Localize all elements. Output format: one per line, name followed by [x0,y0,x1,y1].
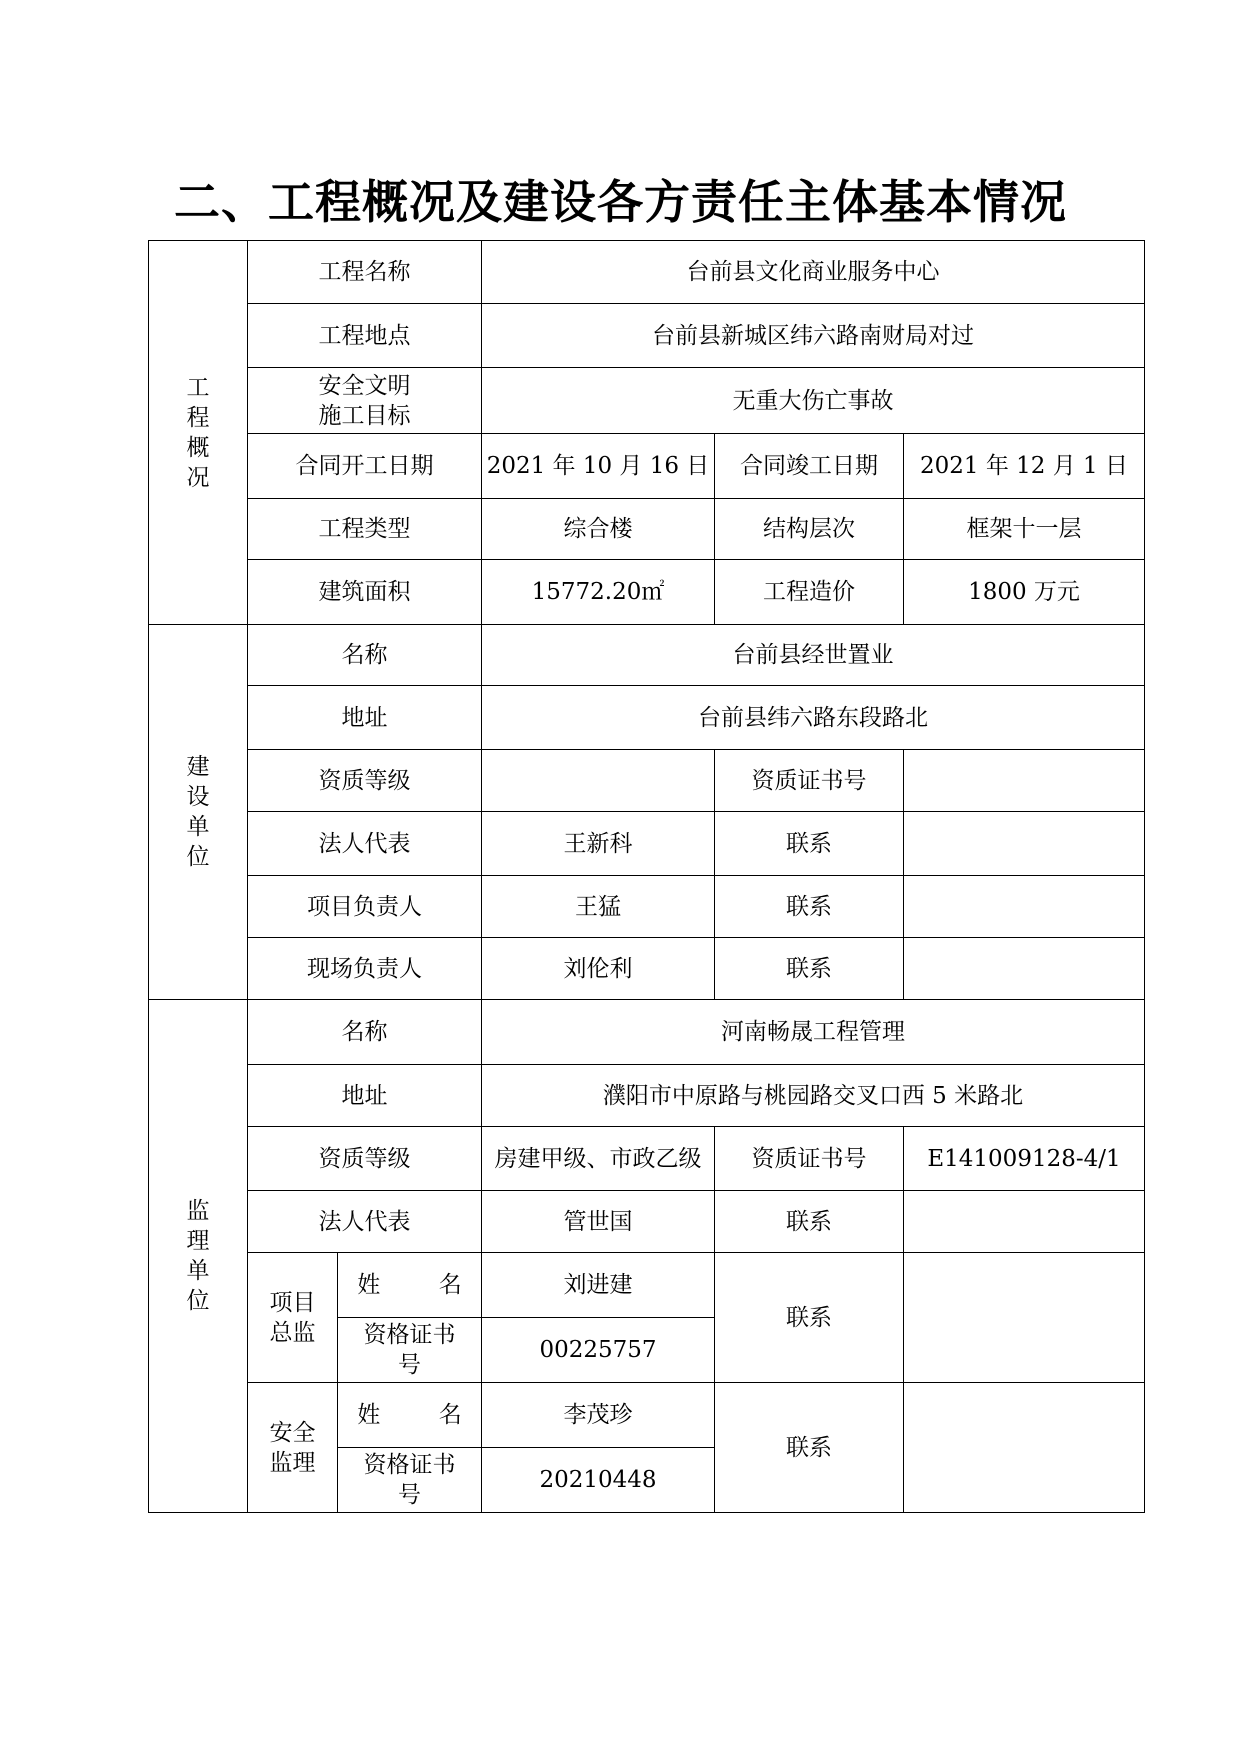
overview-dates-row [149,434,1145,499]
builder-name-label: 名称 [248,625,482,686]
safety-goal-label-line2: 施工目标 [318,402,411,429]
builder-legal-rep-row [149,812,1145,876]
supervisor-qualification-row [149,1127,1145,1191]
supervisor-section-label [149,1000,248,1513]
supervisor-address-label: 地址 [248,1065,482,1127]
builder-site-lead-contact-label: 联系 [715,938,904,1000]
builder-project-lead-value: 王猛 [482,876,715,938]
safety-cert-value: 20210448 [482,1448,715,1513]
chief-cert-label-line2: 号 [398,1352,421,1378]
safety-supervisor-label-line2: 监理 [269,1449,316,1476]
project-location-label: 工程地点 [248,304,482,368]
chief-cert-value: 00225757 [482,1318,715,1383]
safety-supervisor-label [248,1383,338,1513]
builder-legal-rep-value: 王新科 [482,812,715,876]
builder-site-lead-label: 现场负责人 [248,938,482,1000]
overview-section-label [149,241,248,625]
safety-contact-label: 联系 [715,1383,904,1513]
chief-supervisor-label [248,1253,338,1383]
supervisor-legal-rep-contact-value [904,1191,1145,1253]
builder-qualification-value [482,750,715,812]
overview-type-row [149,499,1145,560]
project-type-label: 工程类型 [248,499,482,560]
structure-label: 结构层次 [715,499,904,560]
safety-goal-label [248,368,482,434]
end-date-label: 合同竣工日期 [715,434,904,499]
safety-cert-label-line1: 资格证书 [363,1452,456,1478]
builder-name-value: 台前县经世置业 [482,625,1145,686]
builder-address-row [149,686,1145,750]
builder-project-lead-contact-value [904,876,1145,938]
building-area-value: 15772.20㎡ [482,560,715,625]
supervisor-address-value: 濮阳市中原路与桃园路交叉口西 5 米路北 [482,1065,1145,1127]
safety-goal-value: 无重大伤亡事故 [482,368,1145,434]
page-title: 二、工程概况及建设各方责任主体基本情况 [174,175,1067,229]
builder-section-label [149,625,248,1000]
safety-supervisor-label-line1: 安全 [269,1419,316,1446]
start-date-value: 2021 年 10 月 16 日 [482,434,715,499]
builder-site-lead-contact-value [904,938,1145,1000]
builder-section-text: 建 设 单 位 [186,754,210,870]
supervisor-qualification-label: 资质等级 [248,1127,482,1191]
builder-address-value: 台前县纬六路东段路北 [482,686,1145,750]
builder-project-lead-label: 项目负责人 [248,876,482,938]
project-name-label: 工程名称 [248,241,482,304]
overview-area-row [149,560,1145,625]
safety-contact-value [904,1383,1145,1513]
builder-address-label: 地址 [248,686,482,750]
chief-name-row [149,1253,1145,1318]
builder-qualification-label: 资质等级 [248,750,482,812]
builder-qualification-row [149,750,1145,812]
safety-goal-label-line1: 安全文明 [318,372,411,399]
supervisor-qualification-value: 房建甲级、市政乙级 [482,1127,715,1191]
builder-cert-value [904,750,1145,812]
builder-site-lead-value: 刘伦利 [482,938,715,1000]
chief-cert-label-line1: 资格证书 [363,1322,456,1348]
chief-name-label: 姓 名 [338,1253,482,1318]
project-type-value: 综合楼 [482,499,715,560]
builder-name-row [149,625,1145,686]
supervisor-section-text: 监 理 单 位 [186,1198,210,1314]
project-name-value: 台前县文化商业服务中心 [482,241,1145,304]
supervisor-name-label: 名称 [248,1000,482,1065]
overview-name-row [149,241,1145,304]
builder-legal-rep-contact-label: 联系 [715,812,904,876]
chief-name-value: 刘进建 [482,1253,715,1318]
safety-cert-label-line2: 号 [398,1482,421,1508]
chief-supervisor-label-line1: 项目 [269,1289,316,1316]
project-cost-value: 1800 万元 [904,560,1145,625]
start-date-label: 合同开工日期 [248,434,482,499]
safety-name-label: 姓 名 [338,1383,482,1448]
chief-supervisor-label-line2: 总监 [269,1319,316,1346]
overview-safety-goal-row [149,368,1145,434]
building-area-label: 建筑面积 [248,560,482,625]
builder-site-lead-row [149,938,1145,1000]
supervisor-cert-label: 资质证书号 [715,1127,904,1191]
project-info-table [148,240,1145,1513]
builder-legal-rep-contact-value [904,812,1145,876]
supervisor-cert-value: E141009128-4/1 [904,1127,1145,1191]
safety-name-row [149,1383,1145,1448]
chief-contact-label: 联系 [715,1253,904,1383]
supervisor-legal-rep-row [149,1191,1145,1253]
overview-section-text: 工 程 概 况 [186,374,210,491]
supervisor-name-value: 河南畅晟工程管理 [482,1000,1145,1065]
supervisor-legal-rep-value: 管世国 [482,1191,715,1253]
safety-name-value: 李茂珍 [482,1383,715,1448]
chief-cert-label [338,1318,482,1383]
supervisor-legal-rep-contact-label: 联系 [715,1191,904,1253]
structure-value: 框架十一层 [904,499,1145,560]
end-date-value: 2021 年 12 月 1 日 [904,434,1145,499]
chief-contact-value [904,1253,1145,1383]
supervisor-address-row [149,1065,1145,1127]
builder-cert-label: 资质证书号 [715,750,904,812]
overview-location-row [149,304,1145,368]
supervisor-legal-rep-label: 法人代表 [248,1191,482,1253]
project-cost-label: 工程造价 [715,560,904,625]
builder-project-lead-contact-label: 联系 [715,876,904,938]
builder-project-lead-row [149,876,1145,938]
safety-cert-label [338,1448,482,1513]
supervisor-name-row [149,1000,1145,1065]
project-location-value: 台前县新城区纬六路南财局对过 [482,304,1145,368]
builder-legal-rep-label: 法人代表 [248,812,482,876]
